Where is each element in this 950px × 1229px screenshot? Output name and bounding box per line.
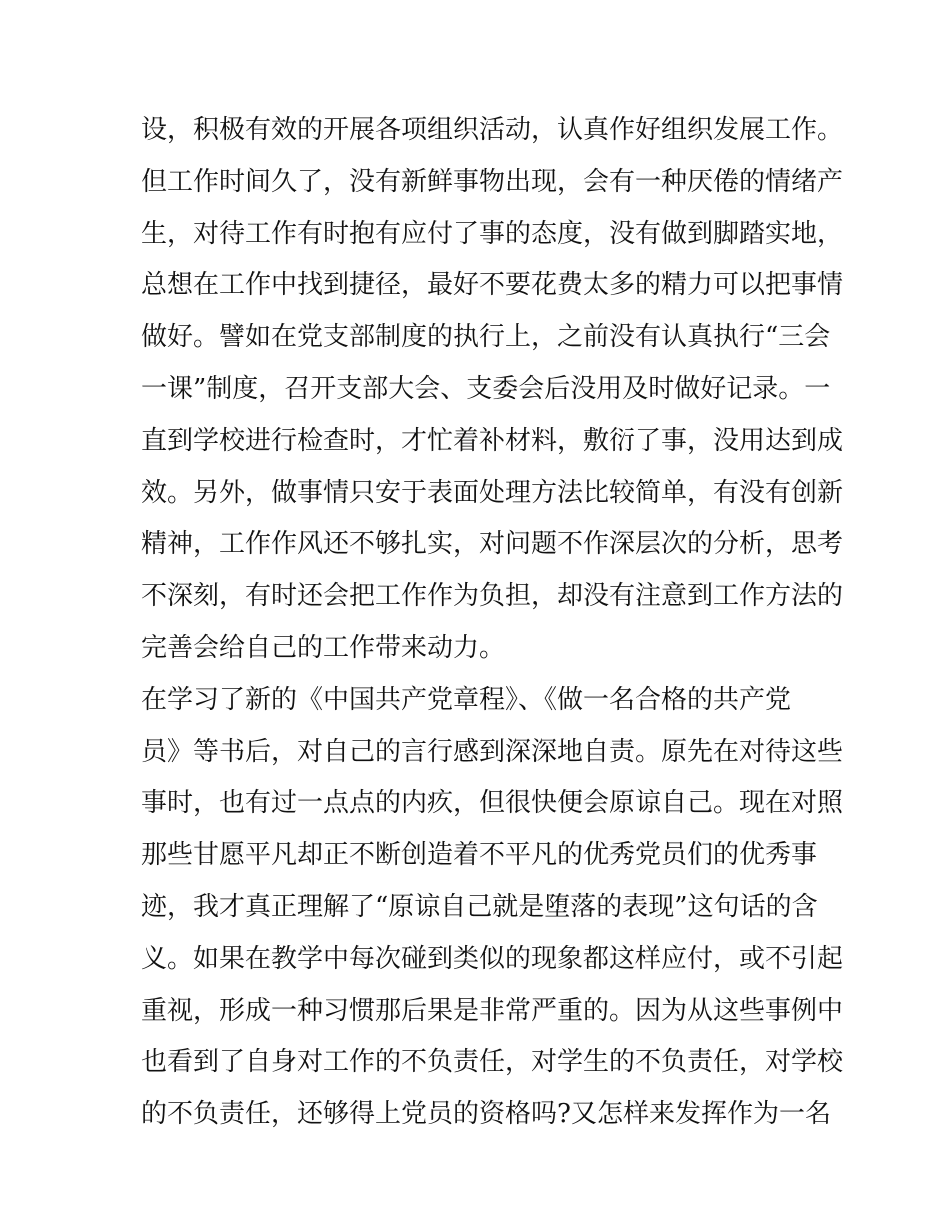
text-line: 在学习了新的《中国共产党章程》、《做一名合格的共产党 bbox=[141, 684, 792, 715]
text-line: 义。如果在教学中每次碰到类似的现象都这样应付，或不引起 bbox=[141, 943, 844, 974]
text-line: 一课”制度，召开支部大会、支委会后没用及时做好记录。一 bbox=[141, 373, 831, 404]
text-line: 直到学校进行检查时，才忙着补材料，敷衍了事，没用达到成 bbox=[141, 425, 844, 456]
text-line: 生，对待工作有时抱有应付了事的态度，没有做到脚踏实地， bbox=[141, 218, 844, 249]
text-line: 也看到了自身对工作的不负责任，对学生的不负责任，对学校 bbox=[141, 1047, 844, 1078]
text-line: 总想在工作中找到捷径，最好不要花费太多的精力可以把事情 bbox=[141, 270, 844, 301]
text-line: 设，积极有效的开展各项组织活动，认真作好组织发展工作。 bbox=[141, 115, 844, 145]
text-line: 事时，也有过一点点的内疚，但很快便会原谅自己。现在对照 bbox=[141, 788, 844, 819]
text-line: 完善会给自己的工作带来动力。 bbox=[141, 632, 506, 663]
text-line: 但工作时间久了，没有新鲜事物出现，会有一种厌倦的情绪产 bbox=[141, 166, 844, 197]
text-line: 重视，形成一种习惯那后果是非常严重的。因为从这些事例中 bbox=[141, 995, 844, 1026]
body-text bbox=[141, 105, 844, 1141]
text-line: 做好。譬如在党支部制度的执行上，之前没有认真执行“三会 bbox=[141, 322, 831, 353]
text-line: 的不负责任，还够得上党员的资格吗?又怎样来发挥作为一名 bbox=[141, 1099, 831, 1130]
text-line: 效。另外，做事情只安于表面处理方法比较简单，有没有创新 bbox=[141, 477, 844, 508]
text-line: 不深刻，有时还会把工作作为负担，却没有注意到工作方法的 bbox=[141, 581, 844, 612]
text-line: 那些甘愿平凡却正不断创造着不平凡的优秀党员们的优秀事 bbox=[141, 840, 818, 871]
text-line: 迹，我才真正理解了“原谅自己就是堕落的表现”这句话的含 bbox=[141, 891, 818, 922]
text-line: 精神，工作作风还不够扎实，对问题不作深层次的分析，思考 bbox=[141, 529, 844, 560]
text-line: 员》等书后，对自己的言行感到深深地自责。原先在对待这些 bbox=[141, 736, 844, 767]
